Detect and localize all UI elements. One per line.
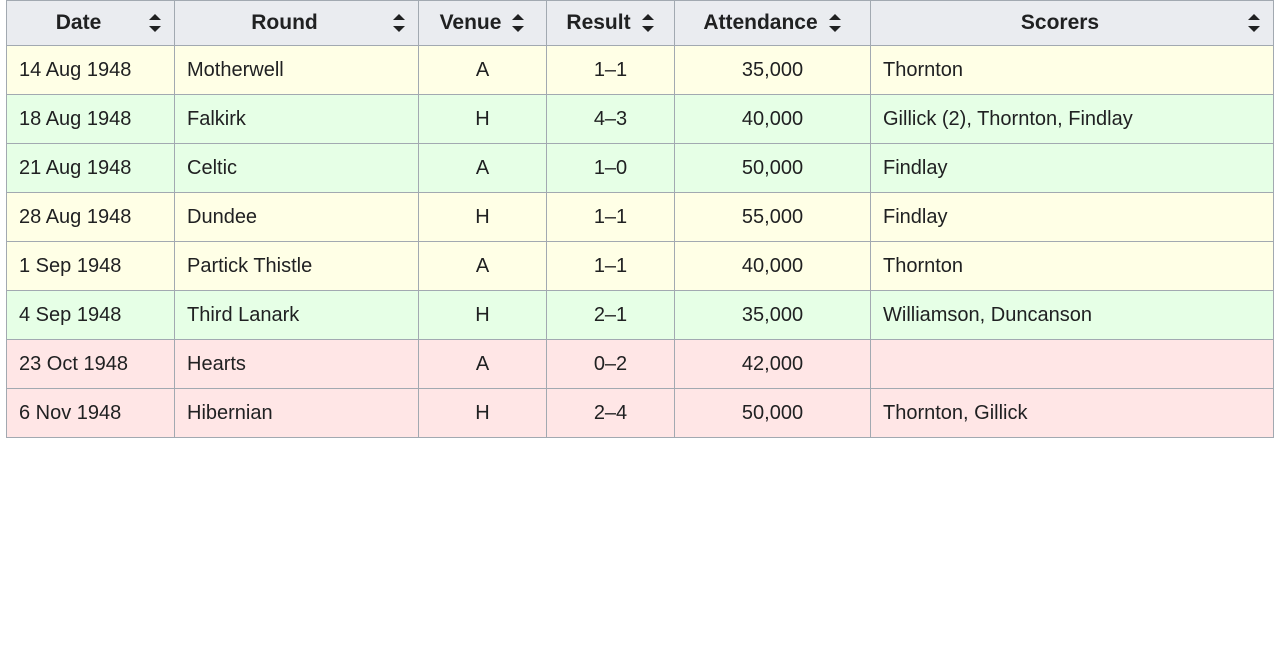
cell-date: 23 Oct 1948 — [7, 340, 175, 389]
cell-venue: A — [419, 340, 547, 389]
sort-icon[interactable] — [511, 13, 525, 33]
cell-result: 4–3 — [547, 95, 675, 144]
column-header-attendance[interactable] — [675, 1, 871, 46]
cell-scorers: Thornton — [871, 46, 1274, 95]
cell-date: 21 Aug 1948 — [7, 144, 175, 193]
cell-scorers: Williamson, Duncanson — [871, 291, 1274, 340]
column-header-round-label: Round — [251, 11, 318, 34]
table-row — [7, 144, 1274, 193]
sort-icon[interactable] — [828, 13, 842, 33]
cell-round: Falkirk — [175, 95, 419, 144]
column-header-scorers-label: Scorers — [1020, 11, 1100, 34]
cell-result: 1–1 — [547, 193, 675, 242]
column-header-result-label: Result — [566, 11, 631, 34]
cell-venue: A — [419, 46, 547, 95]
table-row — [7, 95, 1274, 144]
cell-result: 1–1 — [547, 242, 675, 291]
cell-round: Partick Thistle — [175, 242, 419, 291]
cell-result: 1–0 — [547, 144, 675, 193]
cell-venue: H — [419, 389, 547, 438]
column-header-round[interactable] — [175, 1, 419, 46]
cell-attendance: 40,000 — [675, 242, 871, 291]
cell-date: 28 Aug 1948 — [7, 193, 175, 242]
cell-round: Hibernian — [175, 389, 419, 438]
table-row — [7, 389, 1274, 438]
sort-icon[interactable] — [1247, 13, 1261, 33]
cell-result: 1–1 — [547, 46, 675, 95]
column-header-date[interactable] — [7, 1, 175, 46]
cell-date: 14 Aug 1948 — [7, 46, 175, 95]
cell-attendance: 50,000 — [675, 389, 871, 438]
column-header-scorers[interactable] — [871, 1, 1274, 46]
cell-venue: A — [419, 144, 547, 193]
cell-scorers: Thornton, Gillick — [871, 389, 1274, 438]
cell-attendance: 55,000 — [675, 193, 871, 242]
table-row — [7, 340, 1274, 389]
table-row — [7, 46, 1274, 95]
cell-venue: H — [419, 193, 547, 242]
cell-attendance: 40,000 — [675, 95, 871, 144]
table-header-row — [7, 1, 1274, 46]
cell-venue: H — [419, 291, 547, 340]
table-header — [7, 1, 1274, 46]
cell-date: 18 Aug 1948 — [7, 95, 175, 144]
cell-attendance: 35,000 — [675, 291, 871, 340]
sort-icon[interactable] — [392, 13, 406, 33]
cell-scorers: Gillick (2), Thornton, Findlay — [871, 95, 1274, 144]
cell-round: Motherwell — [175, 46, 419, 95]
cell-date: 6 Nov 1948 — [7, 389, 175, 438]
cell-round: Third Lanark — [175, 291, 419, 340]
cell-venue: H — [419, 95, 547, 144]
cell-scorers — [871, 340, 1274, 389]
cell-round: Celtic — [175, 144, 419, 193]
cell-result: 0–2 — [547, 340, 675, 389]
cell-date: 4 Sep 1948 — [7, 291, 175, 340]
table-row — [7, 291, 1274, 340]
table-row — [7, 242, 1274, 291]
column-header-venue[interactable] — [419, 1, 547, 46]
column-header-result[interactable] — [547, 1, 675, 46]
cell-scorers: Thornton — [871, 242, 1274, 291]
cell-result: 2–4 — [547, 389, 675, 438]
cell-attendance: 42,000 — [675, 340, 871, 389]
cell-attendance: 50,000 — [675, 144, 871, 193]
cell-date: 1 Sep 1948 — [7, 242, 175, 291]
cell-round: Dundee — [175, 193, 419, 242]
column-header-attendance-label: Attendance — [703, 11, 818, 34]
cell-scorers: Findlay — [871, 144, 1274, 193]
column-header-venue-label: Venue — [439, 11, 502, 34]
cell-round: Hearts — [175, 340, 419, 389]
sort-icon[interactable] — [148, 13, 162, 33]
table-row — [7, 193, 1274, 242]
cell-result: 2–1 — [547, 291, 675, 340]
column-header-date-label: Date — [55, 11, 102, 34]
sort-icon[interactable] — [641, 13, 655, 33]
cell-attendance: 35,000 — [675, 46, 871, 95]
table-body — [7, 46, 1274, 438]
match-results-table — [6, 0, 1274, 438]
cell-venue: A — [419, 242, 547, 291]
cell-scorers: Findlay — [871, 193, 1274, 242]
